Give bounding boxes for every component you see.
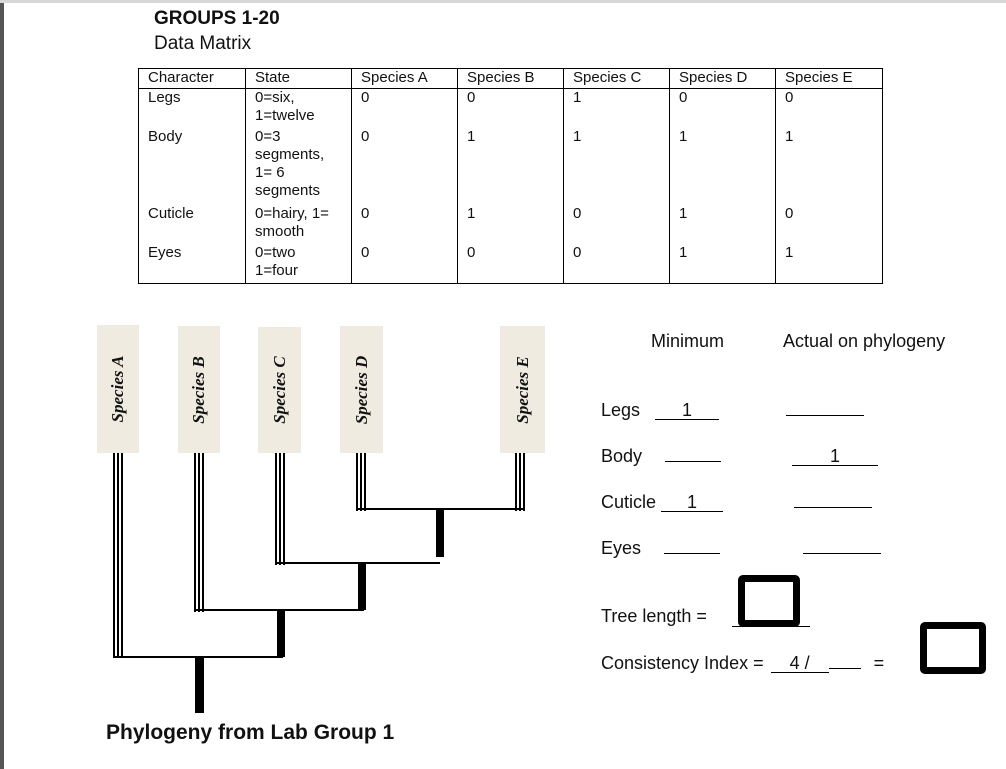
actual-blank: 1	[792, 447, 878, 466]
column-header: Species A	[352, 69, 458, 89]
minimum-blank: 1	[661, 493, 723, 512]
consistency-index-row	[601, 653, 884, 674]
character-cell: Legs	[139, 89, 246, 128]
value-cell: 1	[670, 205, 776, 244]
state-line: segments	[255, 181, 321, 199]
state-line: smooth	[255, 222, 305, 240]
value-cell: 0	[564, 244, 670, 284]
actual-blank	[803, 553, 881, 554]
score-row-eyes	[601, 538, 881, 559]
column-header: Species C	[564, 69, 670, 89]
value-cell: 0	[352, 89, 458, 128]
ci-denominator-blank	[829, 668, 861, 669]
score-row-body	[601, 446, 878, 467]
tree-caption: Phylogeny from Lab Group 1	[106, 721, 395, 744]
value-cell: 0	[776, 89, 883, 128]
minimum-header: Minimum	[651, 331, 725, 351]
value-cell: 0	[458, 89, 564, 128]
tree-length-label: Tree length =	[601, 606, 707, 626]
tree-branches	[113, 453, 525, 713]
state-line: 0=3	[255, 127, 281, 145]
ci-label: Consistency Index =	[601, 653, 764, 673]
minimum-blank	[665, 461, 721, 462]
column-header: Character	[139, 69, 246, 89]
minimum-blank	[664, 553, 720, 554]
score-row-cuticle	[601, 492, 872, 513]
value-cell: 1	[458, 128, 564, 205]
ci-equals: =	[873, 653, 885, 673]
value-cell: 1	[564, 128, 670, 205]
character-cell: Cuticle	[139, 205, 246, 244]
actual-blank	[786, 415, 864, 416]
consistency-index-answer-box[interactable]	[920, 622, 986, 674]
state-line: 1= 6	[255, 163, 285, 181]
state-line: 0=two	[255, 243, 296, 261]
species-label-b: Species B	[178, 326, 220, 453]
species-label-c: Species C	[258, 327, 301, 453]
page-title: GROUPS 1-20	[154, 8, 280, 29]
tree-length-answer-box[interactable]	[738, 575, 800, 627]
character-cell: Eyes	[139, 244, 246, 284]
minimum-blank: 1	[655, 401, 719, 420]
ci-numerator-blank	[771, 654, 829, 673]
value-cell: 0	[670, 89, 776, 128]
actual-header: Actual on phylogeny	[783, 331, 946, 351]
species-label-d: Species D	[340, 326, 383, 453]
species-label-a: Species A	[97, 325, 139, 453]
character-cell: Body	[139, 128, 246, 205]
page-subtitle: Data Matrix	[154, 33, 252, 54]
column-header: Species E	[776, 69, 883, 89]
ci-slash: /	[804, 653, 810, 673]
ci-numerator: 4	[789, 653, 800, 673]
value-cell: 1	[564, 89, 670, 128]
state-line: 0=hairy, 1=	[255, 204, 329, 222]
state-line: 0=six,	[255, 89, 295, 106]
score-label: Body	[601, 446, 643, 466]
column-header: Species B	[458, 69, 564, 89]
value-cell: 1	[776, 128, 883, 205]
score-label: Legs	[601, 400, 641, 420]
value-cell: 0	[352, 244, 458, 284]
score-row-legs	[601, 400, 864, 421]
state-line: 1=four	[255, 261, 298, 279]
value-cell: 1	[458, 205, 564, 244]
value-cell: 1	[776, 244, 883, 284]
species-label-e: Species E	[500, 326, 545, 453]
column-header: State	[246, 69, 352, 89]
actual-blank	[794, 507, 872, 508]
value-cell: 0	[564, 205, 670, 244]
value-cell: 1	[670, 244, 776, 284]
value-cell: 0	[776, 205, 883, 244]
state-line: 1=twelve	[255, 107, 315, 124]
state-line: segments,	[255, 145, 325, 163]
value-cell: 0	[458, 244, 564, 284]
column-header: Species D	[670, 69, 776, 89]
score-label: Eyes	[601, 538, 642, 558]
value-cell: 0	[352, 205, 458, 244]
value-cell: 1	[670, 128, 776, 205]
score-label: Cuticle	[601, 492, 657, 512]
value-cell: 0	[352, 128, 458, 205]
